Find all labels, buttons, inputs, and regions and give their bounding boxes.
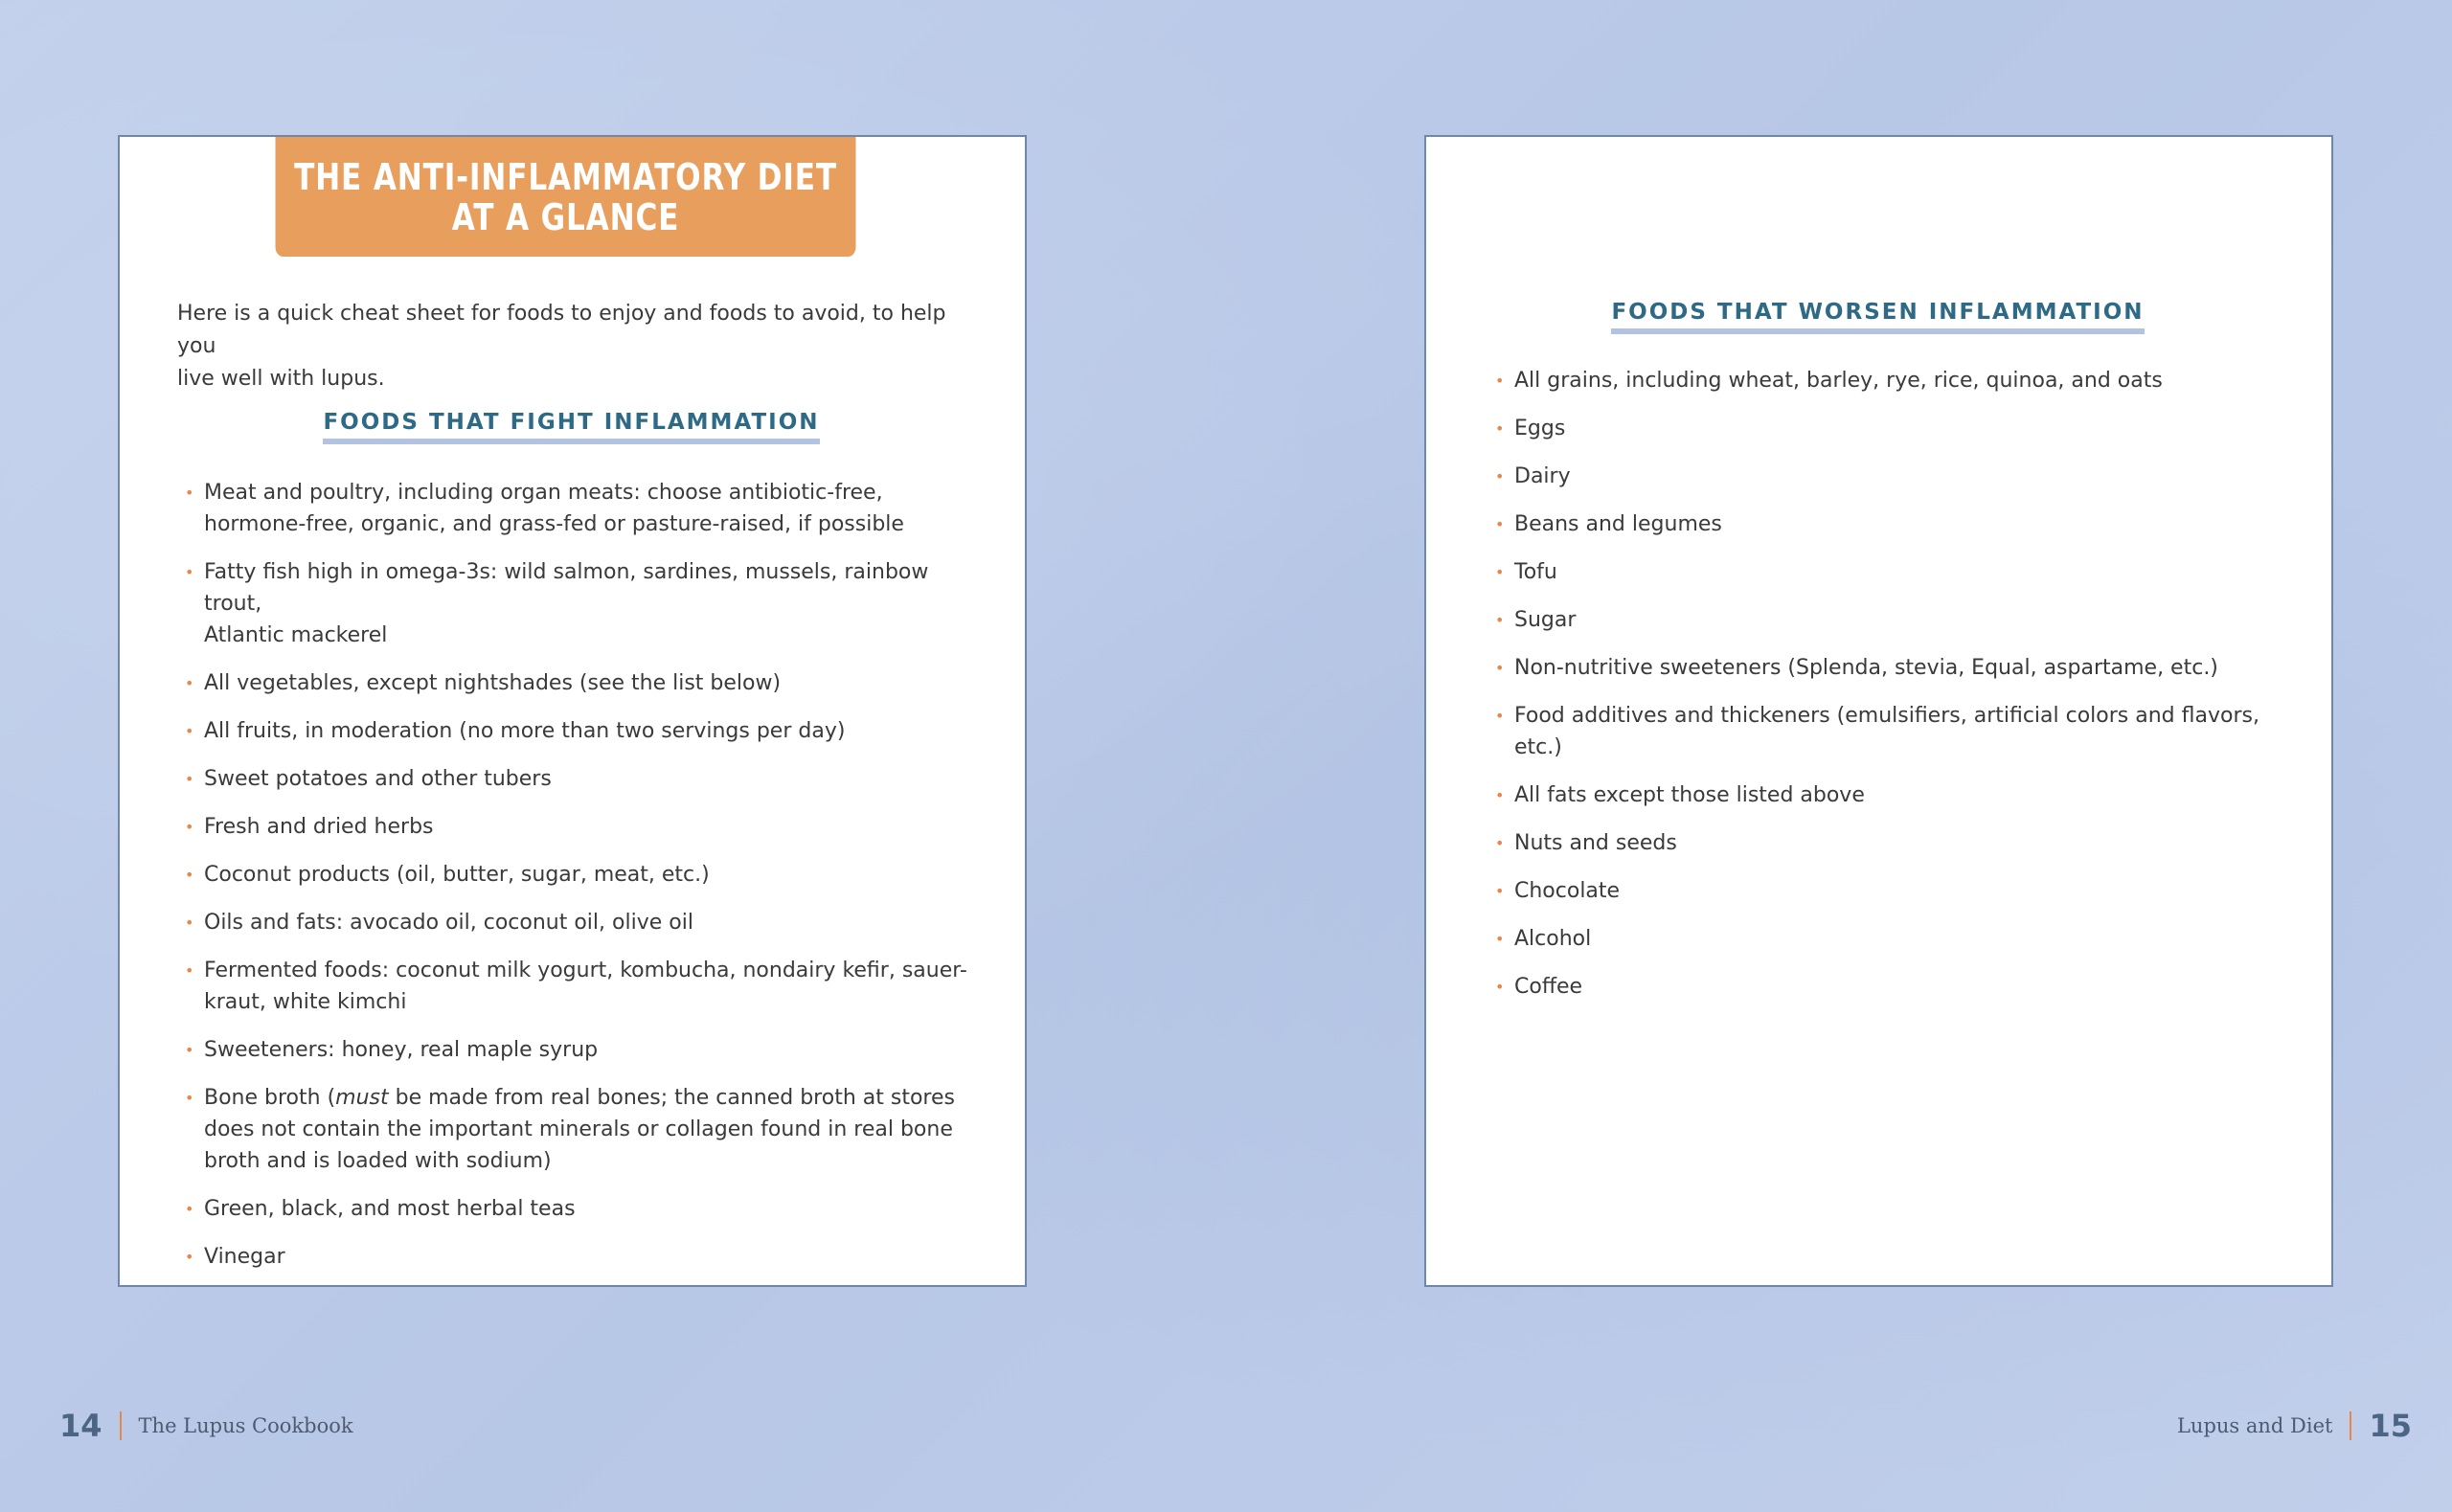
- bullet-icon: •: [185, 1089, 194, 1107]
- list-item-text: Tofu: [1514, 560, 1557, 584]
- list-item-text: Green, black, and most herbal teas: [204, 1197, 576, 1221]
- bullet-icon: •: [1495, 930, 1505, 948]
- list-item: [1495, 413, 2309, 444]
- bullet-icon: •: [185, 674, 194, 692]
- list-item: [185, 811, 980, 843]
- bullet-icon: •: [185, 563, 194, 581]
- title-banner: [276, 137, 856, 257]
- bullet-icon: •: [185, 961, 194, 980]
- list-item-text: Dairy: [1514, 464, 1571, 488]
- bullet-icon: •: [185, 866, 194, 884]
- footer-divider-left: [120, 1411, 122, 1440]
- worsen-inflammation-heading: [1426, 300, 2329, 334]
- right-content-panel: [1424, 135, 2333, 1287]
- list-item: [185, 477, 980, 540]
- list-item: [185, 907, 980, 938]
- list-item-text: Oils and fats: avocado oil, coconut oil, olive oil: [204, 911, 693, 935]
- list-item: [1495, 700, 2309, 763]
- list-item: [185, 1034, 980, 1066]
- list-item-text: Alcohol: [1514, 927, 1592, 951]
- list-item: [1495, 556, 2309, 588]
- intro-paragraph: Here is a quick cheat sheet for foods to enjoy and foods to avoid, to help you live well with lupus.: [177, 302, 946, 391]
- list-item: [1495, 779, 2309, 811]
- list-item-text: All vegetables, except nightshades (see the list below): [204, 671, 782, 695]
- list-item-text: Bone broth (must be made from real bones; the canned broth at stores does not contain the important minerals or collagen found in real bone broth and is loaded with sodium): [204, 1086, 955, 1173]
- list-item: [1495, 971, 2309, 1003]
- bullet-icon: •: [1495, 659, 1505, 677]
- book-title-footer: The Lupus Cookbook: [138, 1414, 353, 1437]
- list-item: [185, 1082, 980, 1177]
- bullet-icon: •: [185, 914, 194, 932]
- list-item-text: Vinegar: [204, 1245, 285, 1269]
- bullet-icon: •: [1495, 978, 1505, 996]
- list-item: [185, 556, 980, 651]
- list-item: [1495, 875, 2309, 907]
- list-item-text: Meat and poultry, including organ meats: choose antibiotic-free, hormone-free, organic, and grass-fed or pasture-raised, if possible: [204, 481, 904, 536]
- worsen-foods-list: [1495, 365, 2309, 1019]
- bullet-icon: •: [1495, 882, 1505, 900]
- left-content-panel: [118, 135, 1027, 1287]
- bullet-icon: •: [1495, 372, 1505, 390]
- right-page-footer: [2177, 1408, 2412, 1444]
- list-item-text: Chocolate: [1514, 879, 1621, 903]
- left-page-footer: [59, 1408, 353, 1444]
- worsen-inflammation-heading-text: FOODS THAT WORSEN INFLAMMATION: [1611, 300, 2144, 334]
- list-item-text: All fats except those listed above: [1514, 783, 1865, 807]
- list-item-text: Coconut products (oil, butter, sugar, meat, etc.): [204, 863, 710, 887]
- list-item-text: Beans and legumes: [1514, 512, 1722, 536]
- list-item: [185, 859, 980, 891]
- bullet-icon: •: [185, 722, 194, 740]
- list-item-text: All fruits, in moderation (no more than two servings per day): [204, 719, 846, 743]
- bullet-icon: •: [1495, 834, 1505, 852]
- list-item: [1495, 604, 2309, 636]
- bullet-icon: •: [185, 1041, 194, 1059]
- list-item: [1495, 365, 2309, 396]
- list-item-text: Fatty fish high in omega-3s: wild salmon, sardines, mussels, rainbow trout, Atlantic mackerel: [204, 560, 929, 647]
- bullet-icon: •: [1495, 419, 1505, 438]
- list-item: [185, 715, 980, 747]
- list-item: [1495, 508, 2309, 540]
- fight-inflammation-heading: [120, 410, 1023, 444]
- bullet-icon: •: [185, 484, 194, 502]
- list-item: [185, 955, 980, 1018]
- list-item-text: Eggs: [1514, 417, 1566, 440]
- list-item: [1495, 827, 2309, 859]
- bullet-icon: •: [185, 1248, 194, 1266]
- bullet-icon: •: [1495, 467, 1505, 485]
- list-item: [185, 667, 980, 699]
- list-item-text: Sweet potatoes and other tubers: [204, 767, 552, 791]
- list-item: [185, 763, 980, 795]
- list-item-text: All grains, including wheat, barley, rye, rice, quinoa, and oats: [1514, 369, 2163, 393]
- list-item-text: Coffee: [1514, 975, 1583, 999]
- bullet-icon: •: [185, 770, 194, 788]
- bullet-icon: •: [1495, 611, 1505, 629]
- list-item: [1495, 923, 2309, 955]
- banner-title-line-2: AT A GLANCE: [451, 195, 680, 238]
- list-item-text: Food additives and thickeners (emulsifiers, artificial colors and flavors, etc.): [1514, 704, 2259, 759]
- list-item: [185, 1193, 980, 1225]
- page-number-right: 15: [2369, 1408, 2412, 1444]
- bullet-icon: •: [185, 818, 194, 836]
- list-item: [185, 1241, 980, 1273]
- chapter-title-footer: Lupus and Diet: [2176, 1414, 2333, 1437]
- bullet-icon: •: [1495, 707, 1505, 725]
- list-item: [1495, 461, 2309, 492]
- bullet-icon: •: [1495, 515, 1505, 533]
- list-item-text: Fermented foods: coconut milk yogurt, kombucha, nondairy kefir, sauer- kraut, white kimchi: [204, 959, 967, 1014]
- fight-foods-list: [185, 477, 980, 1289]
- list-item: [1495, 652, 2309, 684]
- list-item-text: Fresh and dried herbs: [204, 815, 434, 839]
- page-number-left: 14: [59, 1408, 102, 1444]
- list-item-text: Nuts and seeds: [1514, 831, 1677, 855]
- bullet-icon: •: [1495, 563, 1505, 581]
- bullet-icon: •: [185, 1200, 194, 1218]
- footer-divider-right: [2350, 1411, 2351, 1440]
- list-item-text: Sugar: [1514, 608, 1577, 632]
- fight-inflammation-heading-text: FOODS THAT FIGHT INFLAMMATION: [323, 410, 819, 444]
- banner-title-line-1: THE ANTI-INFLAMMATORY DIET: [294, 155, 837, 198]
- list-item-text: Non-nutritive sweeteners (Splenda, stevia, Equal, aspartame, etc.): [1514, 656, 2218, 680]
- bullet-icon: •: [1495, 786, 1505, 804]
- list-item-text: Sweeteners: honey, real maple syrup: [204, 1038, 599, 1062]
